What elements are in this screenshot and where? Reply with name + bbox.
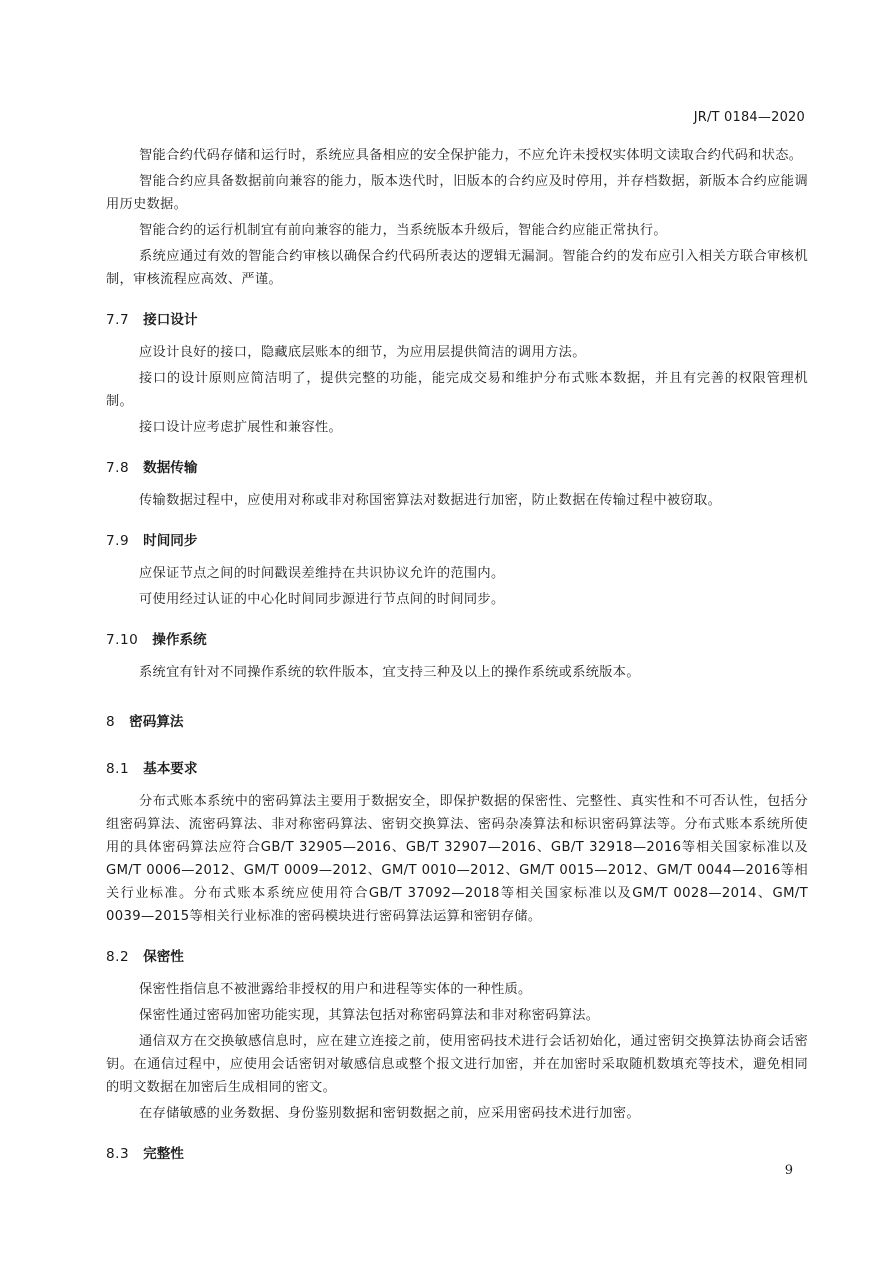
section-title: 时间同步 <box>143 533 198 549</box>
section-number: 7.8 <box>106 460 130 476</box>
section-title: 数据传输 <box>143 460 198 476</box>
heading-spacer <box>106 552 808 562</box>
section-title: 完整性 <box>143 1146 184 1162</box>
paragraph: 通信双方在交换敏感信息时，应在建立连接之前，使用密码技术进行会话初始化，通过密钥交换算法协商会话密钥。在通信过程中，应使用会话密钥对敏感信息或整个报文进行加密，并在加密时采取随机数填充等技术，避免相同的明文数据在加密后生成相同的密文。 <box>106 1034 808 1095</box>
document-body <box>106 144 808 1175</box>
paragraph: 智能合约的运行机制宜有前向兼容的能力，当系统版本升级后，智能合约应能正常执行。 <box>139 223 667 238</box>
section-number: 8.3 <box>106 1146 130 1162</box>
heading-spacer <box>106 968 808 978</box>
section-title: 操作系统 <box>152 632 207 648</box>
section-spacer <box>106 294 808 309</box>
heading-spacer <box>106 479 808 489</box>
paragraph: 应设计良好的接口，隐藏底层账本的细节，为应用层提供简洁的调用方法。 <box>139 345 586 360</box>
paragraph: 系统应通过有效的智能合约审核以确保合约代码所表达的逻辑无漏洞。智能合约的发布应引入相关方联合审核机制，审核流程应高效、严谨。 <box>106 249 808 287</box>
section-title: 基本要求 <box>143 761 198 777</box>
section-number: 7.10 <box>106 632 139 648</box>
section-heading <box>106 711 808 733</box>
paragraph: 传输数据过程中，应使用对称或非对称国密算法对数据进行加密，防止数据在传输过程中被窃取。 <box>139 493 722 508</box>
document-code: JR/T 0184—2020 <box>693 110 805 125</box>
paragraph: 智能合约代码存储和运行时，系统应具备相应的安全保护能力，不应允许未授权实体明文读取合约代码和状态。 <box>139 148 803 163</box>
heading-spacer <box>106 1165 808 1175</box>
section-heading <box>106 629 808 651</box>
section-spacer <box>106 614 808 629</box>
heading-spacer <box>106 733 808 743</box>
section-heading <box>106 946 808 968</box>
section-number: 8.1 <box>106 761 130 777</box>
section-number: 8.2 <box>106 949 130 965</box>
heading-spacer <box>106 651 808 661</box>
section-number: 7.7 <box>106 312 130 328</box>
paragraph: 保密性通过密码加密功能实现，其算法包括对称密码算法和非对称密码算法。 <box>139 1008 600 1023</box>
paragraph: 在存储敏感的业务数据、身份鉴别数据和密钥数据之前，应采用密码技术进行加密。 <box>139 1106 640 1121</box>
section-heading <box>106 309 808 331</box>
section-number: 7.9 <box>106 533 130 549</box>
section-heading <box>106 457 808 479</box>
paragraph: 保密性指信息不被泄露给非授权的用户和进程等实体的一种性质。 <box>139 982 532 997</box>
section-title: 密码算法 <box>129 714 184 730</box>
paragraph: 系统宜有针对不同操作系统的软件版本，宜支持三种及以上的操作系统或系统版本。 <box>139 665 640 680</box>
heading-spacer <box>106 331 808 341</box>
paragraph: 可使用经过认证的中心化时间同步源进行节点间的时间同步。 <box>139 592 505 607</box>
section-spacer <box>106 442 808 457</box>
section-heading <box>106 530 808 552</box>
heading-spacer <box>106 780 808 790</box>
paragraph: 分布式账本系统中的密码算法主要用于数据安全，即保护数据的保密性、完整性、真实性和不可否认性，包括分组密码算法、流密码算法、非对称密码算法、密钥交换算法、密码杂凑算法和标识密码算法等。分布式账本系统所使用的具体密码算法应符合GB/T 32905—2016、GB/T 32907—2016、GB/T 32918—2016等相关国家标准以及GM/T 0006—2012、GM/T 0009—2012、GM/T 0010—2012、GM/T 0015—2012、GM/T 0044—2016等相关行业标准。分布式账本系统应使用符合GB/T 37092—2018等相关国家标准以及GM/T 0028—2014、GM/T 0039—2015等相关行业标准的密码模块进行密码算法运算和密钥存储。 <box>106 794 808 924</box>
section-heading <box>106 1143 808 1165</box>
section-spacer <box>106 687 808 711</box>
paragraph: 接口的设计原则应简洁明了，提供完整的功能，能完成交易和维护分布式账本数据，并且有完善的权限管理机制。 <box>106 371 808 409</box>
section-title: 保密性 <box>143 949 184 965</box>
paragraph: 智能合约应具备数据前向兼容的能力，版本迭代时，旧版本的合约应及时停用，并存档数据，新版本合约应能调用历史数据。 <box>106 174 808 212</box>
paragraph: 接口设计应考虑扩展性和兼容性。 <box>139 420 343 435</box>
page-number: 9 <box>784 1163 793 1178</box>
section-spacer <box>106 515 808 530</box>
section-number: 8 <box>106 714 116 730</box>
paragraph: 应保证节点之间的时间戳误差维持在共识协议允许的范围内。 <box>139 566 505 581</box>
section-heading <box>106 758 808 780</box>
section-spacer <box>106 1128 808 1143</box>
section-title: 接口设计 <box>143 312 198 328</box>
section-spacer <box>106 743 808 758</box>
section-spacer <box>106 931 808 946</box>
